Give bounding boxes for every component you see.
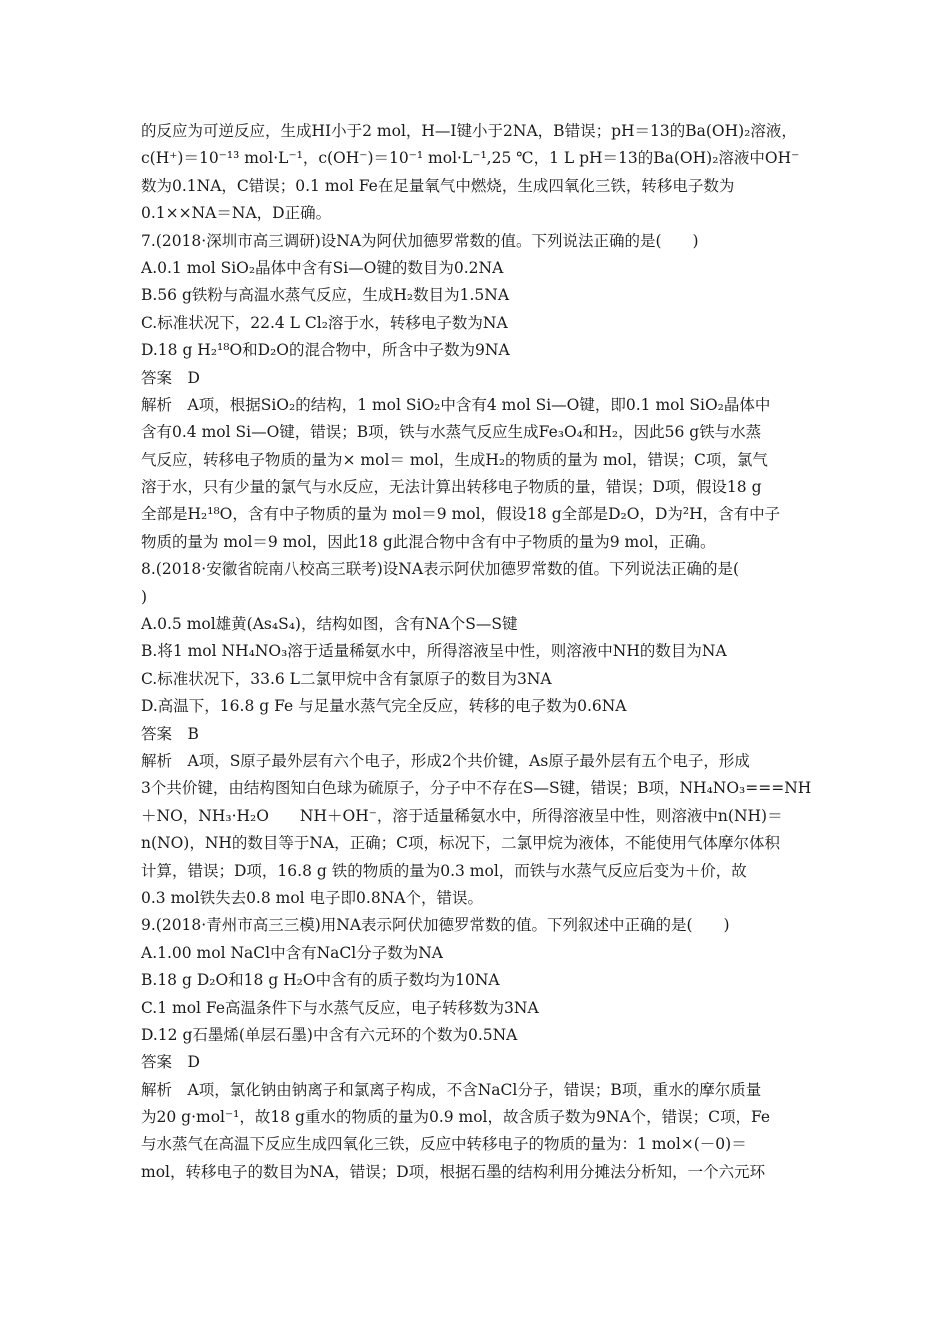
text-line: 0.3 mol铁失去0.8 mol 电子即0.8NA个，错误。 (141, 888, 483, 907)
text-line: 计算，错误；D项，16.8 g 铁的物质的量为0.3 mol，而铁与水蒸气反应后变为＋价，故 (141, 861, 747, 880)
text-line: B.56 g铁粉与高温水蒸气反应，生成H₂数目为1.5NA (141, 286, 510, 305)
text-line: n(NO)，NH的数目等于NA，正确；C项，标况下，二氯甲烷为液体，不能使用气体摩尔体积 (141, 834, 781, 853)
text-line: 7.(2018·深圳市高三调研)设NA为阿伏加德罗常数的值。下列说法正确的是( ) (141, 231, 699, 250)
text-line: 气反应，转移电子物质的量为× mol＝ mol，生成H₂的物质的量为 mol，错误；C项，氯气 (141, 450, 768, 469)
text-line: 答案 D (141, 368, 200, 387)
text-line: 的反应为可逆反应，生成HI小于2 mol，H—I键小于2NA，B错误；pH＝13的Ba(OH)₂溶液， (141, 122, 797, 140)
text-line: 答案 B (141, 724, 199, 743)
text-line: 含有0.4 mol Si—O键，错误；B项，铁与水蒸气反应生成Fe₃O₄和H₂，因此56 g铁与水蒸 (141, 423, 762, 442)
text-line: B.将1 mol NH₄NO₃溶于适量稀氨水中，所得溶液呈中性，则溶液中NH的数目为NA (141, 642, 727, 661)
text-line: C.1 mol Fe高温条件下与水蒸气反应，电子转移数为3NA (141, 998, 539, 1017)
text-line: 3个共价键，由结构图知白色球为硫原子，分子中不存在S—S键，错误；B项，NH₄NO₃===NH (141, 779, 812, 798)
text-line: 答案 D (141, 1053, 200, 1072)
text-line: 与水蒸气在高温下反应生成四氧化三铁，反应中转移电子的物质的量为：1 mol×(－0)＝ (141, 1135, 747, 1154)
text-line: 0.1××NA＝NA，D正确。 (141, 204, 332, 223)
document-body (141, 118, 821, 1186)
text-line: C.标准状况下，22.4 L Cl₂溶于水，转移电子数为NA (141, 313, 508, 332)
text-line: 解析 A项，根据SiO₂的结构，1 mol SiO₂中含有4 mol Si—O键，即0.1 mol SiO₂晶体中 (141, 395, 771, 414)
text-line: D.18 g H₂¹⁸O和D₂O的混合物中，所含中子数为9NA (141, 341, 510, 360)
text-line: 8.(2018·安徽省皖南八校高三联考)设NA表示阿伏加德罗常数的值。下列说法正确的是( (141, 560, 740, 579)
text-line: ) (141, 587, 148, 606)
text-line: 为20 g·mol⁻¹，故18 g重水的物质的量为0.9 mol，故含质子数为9NA个，错误；C项，Fe (141, 1108, 771, 1127)
text-line: 解析 A项，氯化钠由钠离子和氯离子构成，不含NaCl分子，错误；B项，重水的摩尔质量 (141, 1080, 762, 1099)
text-line: c(H⁺)＝10⁻¹³ mol·L⁻¹，c(OH⁻)＝10⁻¹ mol·L⁻¹,25 ℃，1 L pH＝13的Ba(OH)₂溶液中OH⁻ (141, 149, 800, 168)
text-line: A.0.5 mol雄黄(As₄S₄)，结构如图，含有NA个S—S键 (141, 615, 518, 634)
text-line: A.1.00 mol NaCl中含有NaCl分子数为NA (141, 943, 443, 962)
text-line: 物质的量为 mol＝9 mol，因此18 g此混合物中含有中子物质的量为9 mol，正确。 (141, 532, 716, 551)
text-line: 9.(2018·青州市高三三模)用NA表示阿伏加德罗常数的值。下列叙述中正确的是( ) (141, 916, 730, 935)
text-line: mol，转移电子的数目为NA，错误；D项，根据石墨的结构利用分摊法分析知，一个六元环 (141, 1162, 766, 1181)
text-line: 数为0.1NA，C错误；0.1 mol Fe在足量氧气中燃烧，生成四氧化三铁，转移电子数为 (141, 176, 735, 195)
text-line: C.标准状况下，33.6 L二氯甲烷中含有氯原子的数目为3NA (141, 669, 552, 688)
text-line: A.0.1 mol SiO₂晶体中含有Si—O键的数目为0.2NA (141, 258, 504, 277)
text-line: 溶于水，只有少量的氯气与水反应，无法计算出转移电子物质的量，错误；D项，假设18 g (141, 478, 762, 497)
text-line: D.12 g石墨烯(单层石墨)中含有六元环的个数为0.5NA (141, 1025, 518, 1044)
text-line: ＋NO，NH₃·H₂O NH＋OH⁻，溶于适量稀氨水中，所得溶液呈中性，则溶液中n(NH)＝ (141, 806, 783, 825)
text-line: 解析 A项，S原子最外层有六个电子，形成2个共价键，As原子最外层有五个电子，形成 (141, 751, 750, 770)
text-line: 全部是H₂¹⁸O，含有中子物质的量为 mol＝9 mol，假设18 g全部是D₂O，D为²H，含有中子 (141, 505, 781, 524)
text-line: B.18 g D₂O和18 g H₂O中含有的质子数均为10NA (141, 971, 500, 990)
text-line: D.高温下，16.8 g Fe 与足量水蒸气完全反应，转移的电子数为0.6NA (141, 697, 627, 716)
